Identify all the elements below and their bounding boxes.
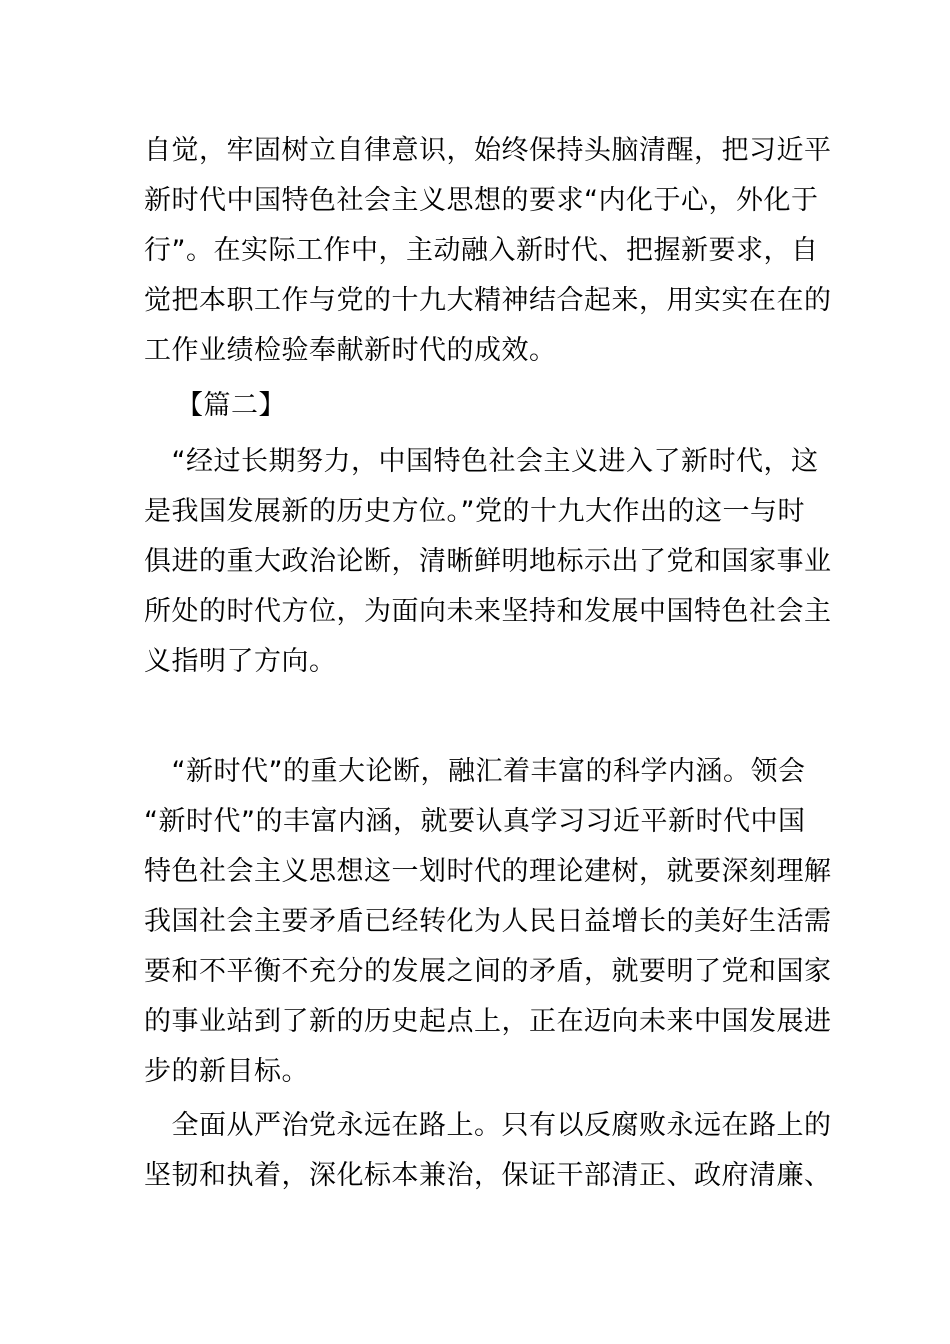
paragraph-4 (144, 1101, 832, 1201)
paragraph-line: “新时代”的丰富内涵，就要认真学习习近平新时代中国 (144, 806, 806, 837)
section-heading-text: 【篇二】 (176, 390, 286, 421)
paragraph-line: 觉把本职工作与党的十九大精神结合起来，用实实在在的 (144, 285, 832, 316)
paragraph-line: 所处的时代方位，为面向未来坚持和发展中国特色社会主 (144, 596, 832, 627)
paragraph-3 (144, 747, 832, 1097)
paragraph-line: 新时代中国特色社会主义思想的要求“内化于心，外化于 (144, 185, 819, 216)
paragraph-line: 要和不平衡不充分的发展之间的矛盾，就要明了党和国家 (144, 956, 832, 987)
paragraph-2 (144, 437, 832, 687)
section-heading (176, 381, 836, 431)
paragraph-line: 我国社会主要矛盾已经转化为人民日益增长的美好生活需 (144, 906, 832, 937)
paragraph-line: 义指明了方向。 (144, 646, 337, 677)
paragraph-line: 俱进的重大政治论断，清晰鲜明地标示出了党和国家事业 (144, 546, 832, 577)
paragraph-line: 的事业站到了新的历史起点上，正在迈向未来中国发展进 (144, 1006, 832, 1037)
paragraph-line: “经过长期努力，中国特色社会主义进入了新时代，这 (144, 446, 819, 477)
paragraph-line: “新时代”的重大论断，融汇着丰富的科学内涵。领会 (144, 756, 806, 787)
paragraph-line: 是我国发展新的历史方位。”党的十九大作出的这一与时 (144, 496, 805, 527)
paragraph-line: 坚韧和执着，深化标本兼治，保证干部清正、政府清廉、 (144, 1160, 832, 1191)
paragraph-line: 步的新目标。 (144, 1056, 309, 1087)
paragraph-line: 自觉，牢固树立自律意识，始终保持头脑清醒，把习近平 (144, 135, 832, 166)
paragraph-line: 行”。在实际工作中，主动融入新时代、把握新要求，自 (144, 235, 819, 266)
paragraph-line: 全面从严治党永远在路上。只有以反腐败永远在路上的 (144, 1110, 832, 1141)
paragraph-1 (144, 126, 832, 376)
paragraph-line: 工作业绩检验奉献新时代的成效。 (144, 335, 557, 366)
paragraph-line: 特色社会主义思想这一划时代的理论建树，就要深刻理解 (144, 856, 832, 887)
